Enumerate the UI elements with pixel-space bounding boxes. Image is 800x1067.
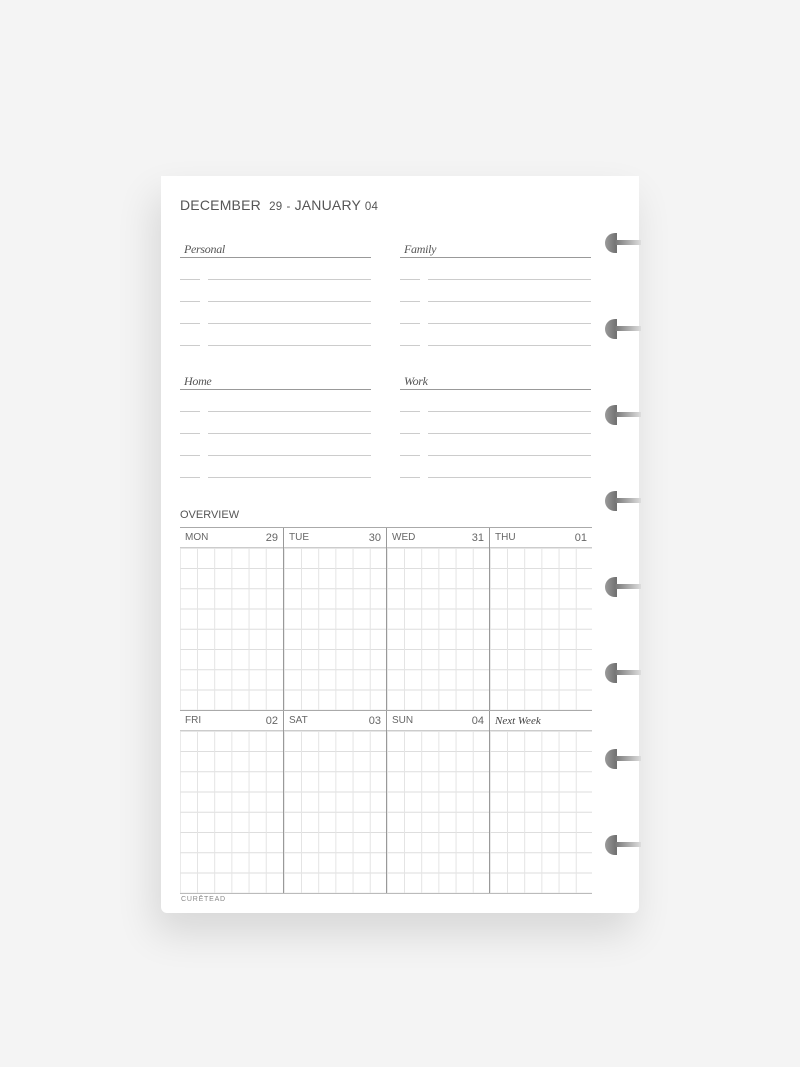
planner-page [161,176,639,913]
writing-line[interactable] [180,456,371,478]
binder-ring-icon [605,835,639,855]
section-heading: Family [400,236,591,258]
writing-line[interactable] [180,324,371,346]
start-day: 29 [269,201,283,213]
writing-line[interactable] [400,434,591,456]
week-title [180,197,378,213]
binder-ring-icon [605,233,639,253]
day-name: WED [392,532,416,543]
binder-ring-icon [605,577,639,597]
day-name: MON [185,532,209,543]
binder-ring-icon [605,491,639,511]
range-separator: - [286,201,291,213]
brand-logo: CURĒTEAD [181,896,226,903]
next-week[interactable] [489,711,592,893]
binder-ring-icon [605,405,639,425]
day-sat[interactable] [283,711,386,893]
writing-line[interactable] [400,412,591,434]
section-work [400,368,591,478]
writing-line[interactable] [400,280,591,302]
writing-line[interactable] [400,456,591,478]
writing-line[interactable] [400,302,591,324]
day-thu[interactable] [489,528,592,710]
writing-line[interactable] [180,302,371,324]
section-heading: Personal [180,236,371,258]
binder-ring-icon [605,749,639,769]
writing-line[interactable] [180,390,371,412]
day-number: 01 [574,531,587,544]
day-name: FRI [185,715,202,726]
day-fri[interactable] [180,711,283,893]
writing-line[interactable] [180,412,371,434]
binder-ring-icon [605,319,639,339]
writing-line[interactable] [400,324,591,346]
day-name: THU [495,532,516,543]
section-family [400,236,591,346]
start-month: DECEMBER [180,197,261,213]
day-wed[interactable] [386,528,489,710]
section-personal [180,236,371,346]
day-number: 29 [265,531,278,544]
day-tue[interactable] [283,528,386,710]
day-name: SUN [392,715,414,726]
overview-title: OVERVIEW [180,509,240,521]
writing-line[interactable] [180,258,371,280]
day-number: 30 [368,531,381,544]
day-name: SAT [289,715,308,726]
day-number: 31 [471,531,484,544]
binder-ring-icon [605,663,639,683]
writing-line[interactable] [180,434,371,456]
writing-line[interactable] [180,280,371,302]
day-number: 02 [265,714,278,727]
day-mon[interactable] [180,528,283,710]
section-heading: Home [180,368,371,390]
day-name: TUE [289,532,309,543]
section-home [180,368,371,478]
day-number: 03 [368,714,381,727]
end-month: JANUARY [294,197,361,213]
overview-grid [180,527,592,894]
end-day: 04 [364,201,379,213]
day-sun[interactable] [386,711,489,893]
writing-line[interactable] [400,258,591,280]
section-heading: Work [400,368,591,390]
writing-line[interactable] [400,390,591,412]
day-number: 04 [471,714,484,727]
next-week-label: Next Week [495,714,541,727]
